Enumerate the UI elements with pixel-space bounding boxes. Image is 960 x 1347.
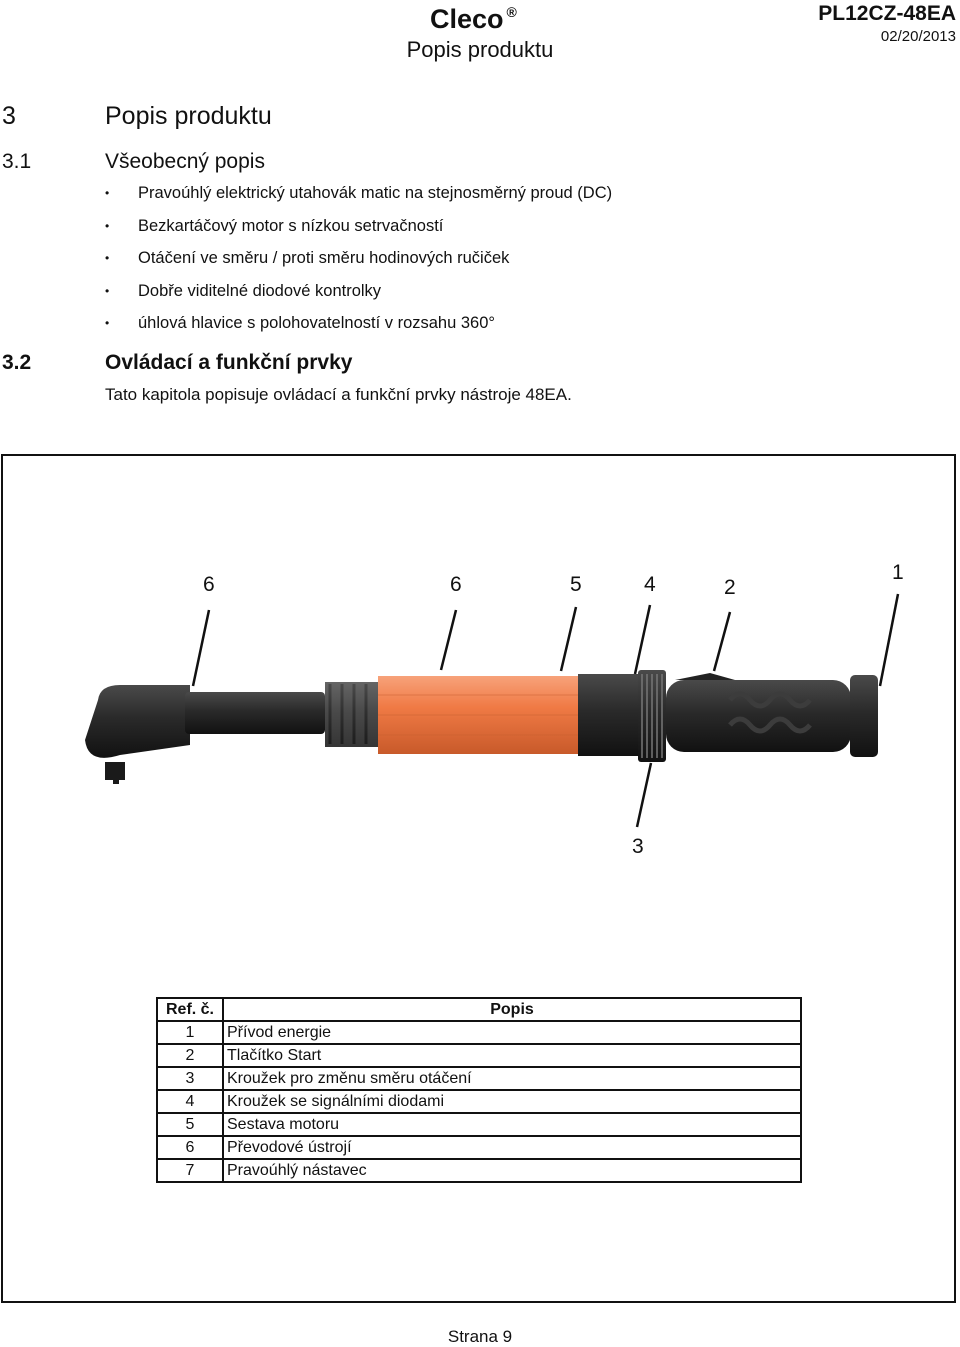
callout-label: 4 bbox=[644, 573, 656, 596]
list-item: • Pravoúhlý elektrický utahovák matic na stejnosměrný proud (DC) bbox=[105, 182, 612, 215]
power-input-cap bbox=[850, 675, 878, 757]
subsection-title: Ovládací a funkční prvky bbox=[105, 351, 353, 374]
handle-grip bbox=[666, 680, 851, 752]
table-row bbox=[157, 1136, 801, 1159]
description-cell: Kroužek pro změnu směru otáčení bbox=[223, 1067, 801, 1090]
gear-tube bbox=[185, 692, 325, 734]
callout-label: 3 bbox=[632, 835, 644, 858]
leader-line bbox=[561, 607, 576, 671]
callout-label: 6 bbox=[450, 573, 462, 596]
brand-name: Cleco bbox=[430, 4, 504, 34]
table-row bbox=[157, 1067, 801, 1090]
leader-line bbox=[880, 594, 898, 686]
start-lever bbox=[675, 673, 735, 680]
subsection-title: Všeobecný popis bbox=[105, 150, 265, 173]
ref-cell: 7 bbox=[157, 1159, 223, 1182]
ref-cell: 2 bbox=[157, 1044, 223, 1067]
page-number: Strana 9 bbox=[447, 1327, 513, 1346]
document-id: PL12CZ-48EA bbox=[818, 2, 956, 25]
description-cell: Přívod energie bbox=[223, 1021, 801, 1044]
leader-line bbox=[635, 605, 650, 674]
ref-cell: 4 bbox=[157, 1090, 223, 1113]
description-cell: Tlačítko Start bbox=[223, 1044, 801, 1067]
motor-rear bbox=[578, 674, 638, 756]
description-cell: Sestava motoru bbox=[223, 1113, 801, 1136]
callout-label: 5 bbox=[570, 573, 582, 596]
column-header-description: Popis bbox=[223, 998, 801, 1021]
leader-line bbox=[714, 612, 730, 671]
gearbox bbox=[325, 682, 380, 747]
table-row bbox=[157, 1044, 801, 1067]
description-cell: Kroužek se signálními diodami bbox=[223, 1090, 801, 1113]
description-cell: Převodové ústrojí bbox=[223, 1136, 801, 1159]
leader-line bbox=[441, 610, 456, 670]
parts-table bbox=[156, 997, 802, 1183]
header-subtitle: Popis produktu bbox=[406, 37, 554, 62]
section-number: 3 bbox=[2, 102, 16, 130]
section-intro: Tato kapitola popisuje ovládací a funkční prvky nástroje 48EA. bbox=[105, 385, 572, 404]
subsection-number: 3.1 bbox=[2, 150, 32, 173]
column-header-ref: Ref. č. bbox=[157, 998, 223, 1021]
table-row bbox=[157, 1090, 801, 1113]
section-title: Popis produktu bbox=[105, 102, 272, 130]
subsection-number: 3.2 bbox=[2, 351, 32, 374]
ref-cell: 5 bbox=[157, 1113, 223, 1136]
callout-label: 1 bbox=[892, 561, 904, 584]
document-date: 02/20/2013 bbox=[880, 28, 956, 45]
table-row bbox=[157, 1021, 801, 1044]
ref-cell: 1 bbox=[157, 1021, 223, 1044]
table-row bbox=[157, 1159, 801, 1182]
callout-label: 2 bbox=[724, 576, 736, 599]
list-item: • Otáčení ve směru / proti směru hodinových ručiček bbox=[105, 247, 612, 280]
description-cell: Pravoúhlý nástavec bbox=[223, 1159, 801, 1182]
list-item: • Dobře viditelné diodové kontrolky bbox=[105, 280, 612, 313]
ref-cell: 6 bbox=[157, 1136, 223, 1159]
angle-head bbox=[85, 685, 190, 758]
callout-label: 6 bbox=[203, 573, 215, 596]
nutrunner-tool-image bbox=[80, 670, 880, 805]
list-item: • Bezkartáčový motor s nízkou setrvačností bbox=[105, 215, 612, 248]
table-header-row bbox=[157, 998, 801, 1021]
ref-cell: 3 bbox=[157, 1067, 223, 1090]
list-item: • úhlová hlavice s polohovatelností v rozsahu 360° bbox=[105, 312, 612, 345]
registered-mark: ® bbox=[506, 4, 517, 20]
table-row bbox=[157, 1113, 801, 1136]
